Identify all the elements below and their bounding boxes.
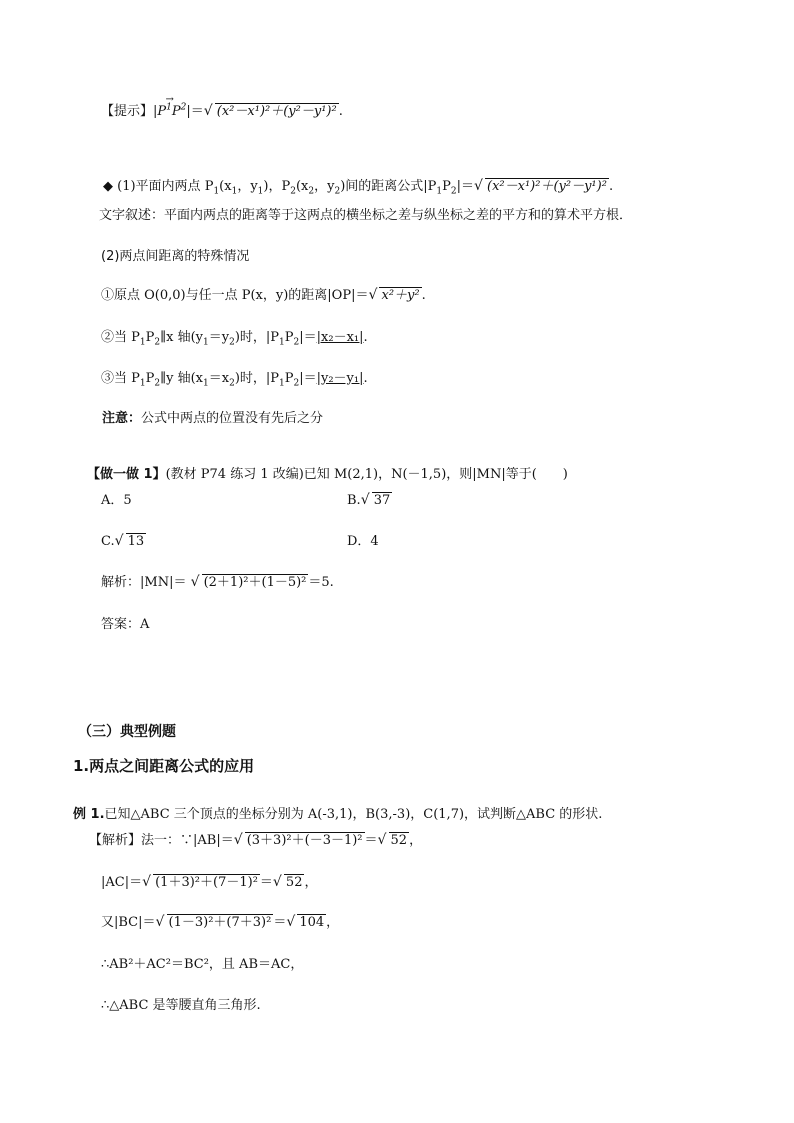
case2-pre: ②当 P xyxy=(101,330,140,345)
def-p1-mid2: ，y xyxy=(237,179,258,194)
vector-p1p2 xyxy=(153,103,186,121)
option-d: D．4 xyxy=(347,534,379,549)
hint-lhs: |P xyxy=(153,104,167,119)
case2-mid2: ∥x 轴(y xyxy=(160,330,203,345)
def-line-1 xyxy=(103,178,613,196)
example-solution-line-4: ∴AB²＋AC²＝BC²，且 AB＝AC， xyxy=(101,957,304,972)
case2-sub4: 2 xyxy=(229,337,235,348)
case1-radicand: x²＋y² xyxy=(381,288,420,303)
special-cases-title: (2)两点间距离的特殊情况 xyxy=(101,249,250,264)
case-2 xyxy=(101,329,368,347)
def-p1-sub3: 1 xyxy=(436,186,443,197)
def-p1-mid4: (x xyxy=(295,179,309,194)
case2-mid5: P xyxy=(284,330,294,345)
l3-radical-2 xyxy=(286,914,326,932)
l3-pre: 又|BC|＝ xyxy=(101,915,156,930)
hint-radical xyxy=(204,103,339,121)
def-p1-sub2: 2 xyxy=(290,186,296,197)
case3-mid5: P xyxy=(284,371,294,386)
l1-end: ， xyxy=(409,833,423,848)
option-c xyxy=(101,533,146,551)
case3-sub4: 2 xyxy=(229,378,235,389)
case2-answer: |x₂－x₁| xyxy=(316,330,364,345)
l1-radical-2 xyxy=(378,832,410,850)
example-question-text: 已知△ABC 三个顶点的坐标分别为 A(-3,1)，B(3,-3)，C(1,7)，试判断△ABC 的形状. xyxy=(104,807,603,822)
def-p1-end: . xyxy=(608,179,614,194)
case2-sub3: 1 xyxy=(203,337,209,348)
exercise-solution xyxy=(101,574,334,592)
case-3 xyxy=(101,370,368,388)
example-solution-label: 【解析】 xyxy=(89,833,142,848)
case2-mid6: |＝ xyxy=(299,330,317,345)
solution-radicand: (2＋1)²＋(1－5)² xyxy=(203,575,307,590)
def-p1-mid1sub: 1 xyxy=(231,186,238,197)
l3-radicand-1: (1－3)²＋(7＋3)² xyxy=(168,915,272,930)
l2-radical-1 xyxy=(142,874,260,892)
case2-sub6: 2 xyxy=(293,337,300,348)
l3-radicand-2: 104 xyxy=(299,915,325,930)
section-sub-title: 1.两点之间距离公式的应用 xyxy=(73,757,255,775)
case3-sub3: 1 xyxy=(203,378,209,389)
case2-mid4: )时，|P xyxy=(234,330,280,345)
option-b xyxy=(347,492,392,510)
case3-mid2: ∥y 轴(x xyxy=(160,371,203,386)
case-1 xyxy=(101,287,426,305)
option-b-radicand: 37 xyxy=(373,493,391,508)
case3-pre: ③当 P xyxy=(101,371,140,386)
l2-radicand-2: 52 xyxy=(285,875,303,890)
exercise-question xyxy=(87,466,568,484)
case1-radical xyxy=(368,287,421,305)
l1-pre: 法一：∵|AB|＝ xyxy=(141,833,234,848)
note-line xyxy=(102,410,323,428)
diamond-bullet-icon: ◆ xyxy=(103,179,113,194)
def-p1-sub4: 2 xyxy=(450,186,457,197)
option-c-label: C. xyxy=(101,534,115,549)
def-p1-mid7: P xyxy=(442,179,451,194)
case2-sub2: 2 xyxy=(154,337,161,348)
text-description: 文字叙述：平面内两点的距离等于这两点的横坐标之差与纵坐标之差的平方和的算术平方根． xyxy=(99,208,633,223)
exercise-question-text: (教材 P74 练习 1 改编)已知 M(2,1)，N(－1,5)，则|MN|等于( ) xyxy=(165,467,568,482)
note-label: 注意： xyxy=(102,411,142,426)
note-text: 公式中两点的位置没有先后之分 xyxy=(141,411,324,426)
case2-mid3: ＝y xyxy=(208,330,230,345)
case2-sub5: 1 xyxy=(279,337,285,348)
hint-p2: P xyxy=(171,104,181,119)
option-b-label: B. xyxy=(347,493,361,508)
case3-mid3: ＝x xyxy=(208,371,230,386)
def-p1-mid1: (x xyxy=(219,179,232,194)
hint-label: 【提示】 xyxy=(101,104,154,119)
l2-radicand-1: (1＋3)²＋(7－1)² xyxy=(155,875,258,890)
def-p1-pre: (1)平面内两点 P xyxy=(117,179,214,194)
hint-dot: . xyxy=(338,104,343,119)
hint-radicand: (x²－x¹)²＋(y²－y¹)² xyxy=(216,104,337,119)
l2-eq: ＝ xyxy=(259,875,273,890)
hint-sup1: 1 xyxy=(166,102,172,113)
case3-end: . xyxy=(363,371,368,386)
case2-sub1: 1 xyxy=(139,337,146,348)
def-p1-mid8: |＝ xyxy=(456,179,475,194)
hint-line xyxy=(101,103,343,121)
def-p1-mid5sub: 2 xyxy=(334,186,341,197)
case3-sub6: 2 xyxy=(293,378,300,389)
l1-radical-1 xyxy=(234,832,365,850)
def-p1-mid2sub: 1 xyxy=(257,186,264,197)
option-c-radicand: 13 xyxy=(127,534,145,549)
example-solution-line-3 xyxy=(101,914,339,932)
exercise-answer: 答案：A xyxy=(101,617,150,632)
def-p1-mid3: )，P xyxy=(263,179,291,194)
option-b-radical xyxy=(361,492,393,510)
def-p1-radicand: (x²－x¹)²＋(y²－y¹)² xyxy=(487,179,607,194)
case3-sub2: 2 xyxy=(154,378,161,389)
l1-eq: ＝ xyxy=(364,833,378,848)
example-solution-line-5: ∴△ABC 是等腰直角三角形. xyxy=(101,998,261,1013)
section-title: （三）典型例题 xyxy=(78,724,176,740)
def-p1-mid6: )间的距离公式|P xyxy=(340,179,437,194)
option-c-radical xyxy=(115,533,147,551)
l2-end: ， xyxy=(304,875,318,890)
l3-eq: ＝ xyxy=(273,915,287,930)
case2-end: . xyxy=(363,330,368,345)
example-solution-line-1 xyxy=(89,832,422,850)
def-p1-mid5: ，y xyxy=(314,179,335,194)
l2-radical-2 xyxy=(273,874,305,892)
solution-end: ＝5. xyxy=(308,575,334,590)
example-question xyxy=(73,806,602,824)
example-label: 例 1. xyxy=(73,807,105,822)
def-p1-radical xyxy=(474,178,609,196)
case1-text: ①原点 O(0,0)与任一点 P(x，y)的距离|OP|＝ xyxy=(101,288,369,303)
example-solution-line-2 xyxy=(101,874,317,892)
case1-end: . xyxy=(421,288,426,303)
l3-end: ， xyxy=(326,915,340,930)
case3-mid6: |＝ xyxy=(299,371,317,386)
case3-sub1: 1 xyxy=(139,378,146,389)
case3-mid4: )时，|P xyxy=(234,371,280,386)
hint-sup2: 2 xyxy=(180,102,187,113)
hint-bar: | xyxy=(186,104,191,119)
def-p1-sub1: 1 xyxy=(213,186,220,197)
l1-radicand-2: 52 xyxy=(390,833,408,848)
l2-pre: |AC|＝ xyxy=(101,875,143,890)
case2-mid1: P xyxy=(145,330,155,345)
l3-radical-1 xyxy=(156,914,274,932)
def-p1-mid4sub: 2 xyxy=(308,186,315,197)
hint-eq: ＝ xyxy=(190,104,204,119)
option-a: A．5 xyxy=(101,493,132,508)
case3-answer: |y₂－y₁| xyxy=(316,371,364,386)
solution-pre: 解析：|MN|＝ xyxy=(101,575,191,590)
exercise-label: 【做一做 1】 xyxy=(87,467,166,482)
l1-radicand-1: (3＋3)²＋(－3－1)² xyxy=(246,833,363,848)
solution-radical xyxy=(191,574,309,592)
case3-mid1: P xyxy=(145,371,155,386)
case3-sub5: 1 xyxy=(279,378,285,389)
